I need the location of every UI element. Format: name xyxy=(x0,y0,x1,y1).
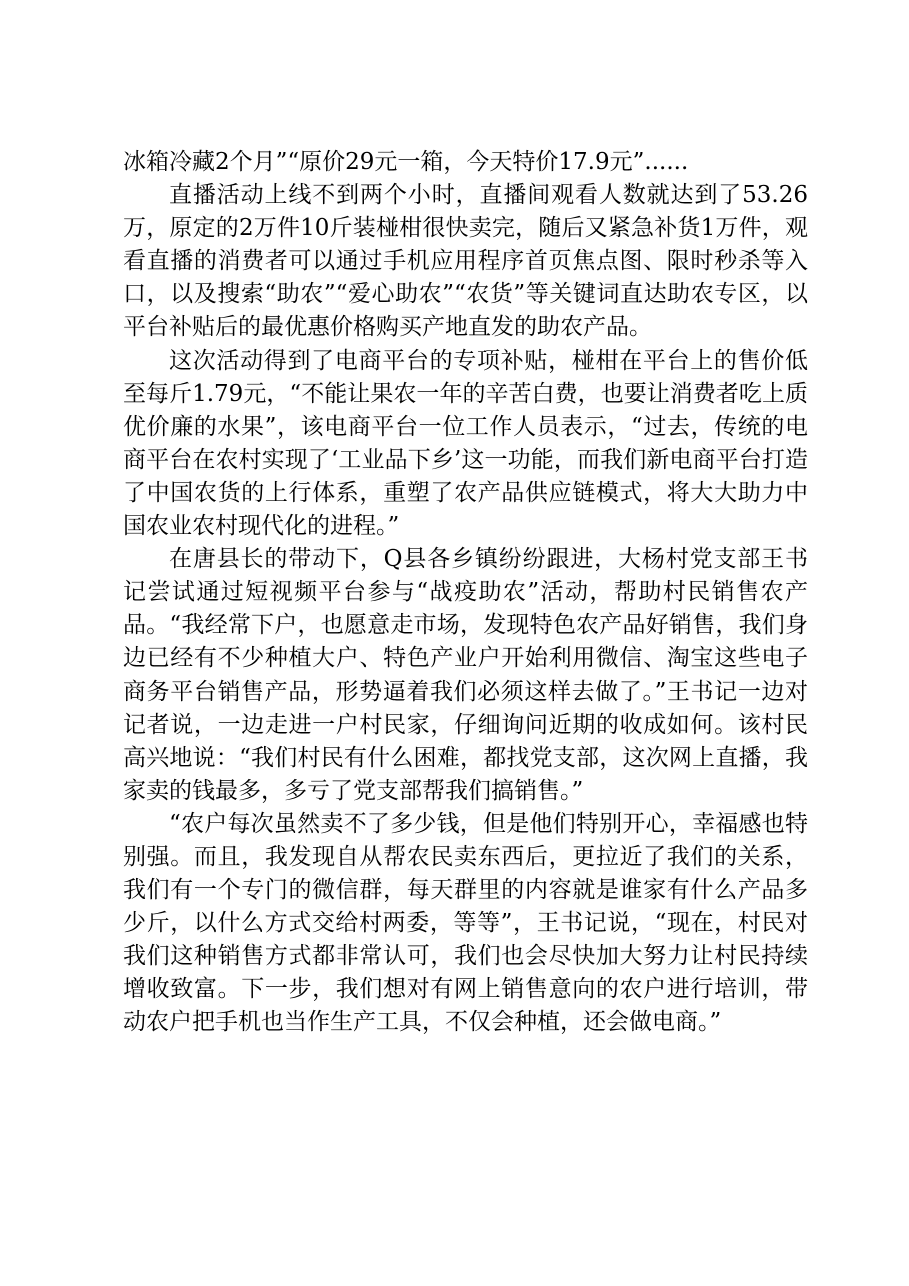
paragraph-5: “农户每次虽然卖不了多少钱，但是他们特别开心，幸福感也特别强。而且，我发现自从帮农民卖东西后，更拉近了我们的关系，我们有一个专门的微信群，每天群里的内容就是谁家有什么产品多少斤，以什么方式交给村两委，等等”，王书记说，“现在，村民对我们这种销售方式都非常认可，我们也会尽快加大努力让村民持续增收致富。下一步，我们想对有网上销售意向的农户进行培训，带动农户把手机也当作生产工具，不仅会种植，还会做电商。” xyxy=(123,810,808,1036)
paragraph-4: 在唐县长的带动下，Q县各乡镇纷纷跟进，大杨村党支部王书记尝试通过短视频平台参与“战疫助农”活动，帮助村民销售农产品。“我经常下户，也愿意走市场，发现特色农产品好销售，我们身边已经有不少种植大户、特色产业户开始利用微信、淘宝这些电子商务平台销售产品，形势逼着我们必须这样去做了。”王书记一边对记者说，一边走进一户村民家，仔细询问近期的收成如何。该村民高兴地说：“我们村民有什么困难，都找党支部，这次网上直播，我家卖的钱最多，多亏了党支部帮我们搞销售。” xyxy=(123,546,808,804)
paragraph-1: 冰箱冷藏2个月”“原价29元一箱，今天特价17.9元”...... xyxy=(123,149,689,175)
paragraph-2: 直播活动上线不到两个小时，直播间观看人数就达到了53.26万，原定的2万件10斤装椪柑很快卖完，随后又紧急补货1万件，观看直播的消费者可以通过手机应用程序首页焦点图、限时秒杀等入口，以及搜索“助农”“爱心助农”“农货”等关键词直达助农专区，以平台补贴后的最优惠价格购买产地直发的助农产品。 xyxy=(123,182,808,341)
document-body xyxy=(123,146,808,1040)
paragraph-3: 这次活动得到了电商平台的专项补贴，椪柑在平台上的售价低至每斤1.79元，“不能让果农一年的辛苦白费，也要让消费者吃上质优价廉的水果”，该电商平台一位工作人员表示，“过去，传统的电商平台在农村实现了‘工业品下乡’这一功能，而我们新电商平台打造了中国农货的上行体系，重塑了农产品供应链模式，将大大助力中国农业农村现代化的进程。” xyxy=(123,347,808,540)
